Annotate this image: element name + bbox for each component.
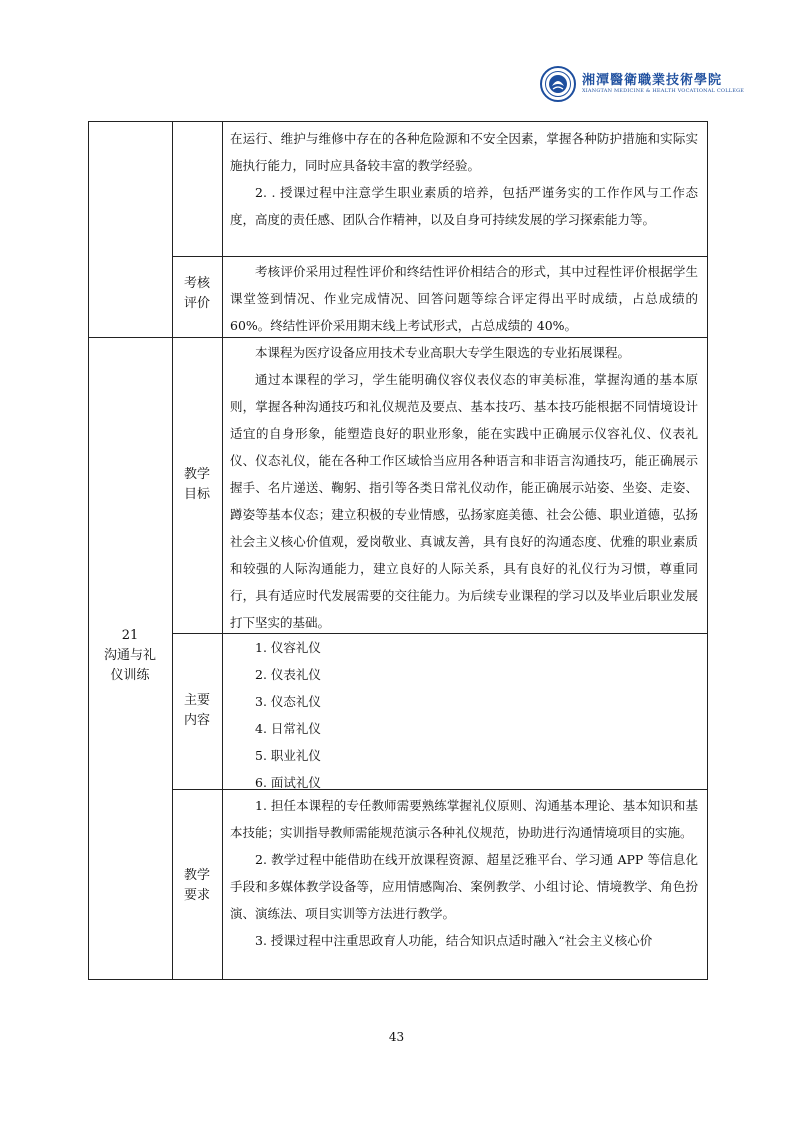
list-item: 2. 仪表礼仪 [255, 667, 321, 682]
label-main-content: 主要 内容 [183, 693, 210, 728]
college-logo [540, 66, 745, 118]
list-item: 4. 日常礼仪 [255, 721, 321, 736]
row-divider-assessment [172, 256, 708, 257]
table-column-divider-2 [222, 122, 223, 979]
table-column-divider-1 [172, 122, 173, 979]
school-name: 湘潭醫衛職業技術學院 [582, 73, 723, 88]
course-number: 21 [121, 628, 139, 643]
course-name-cell [88, 626, 172, 686]
objectives-paragraph-2: 通过本课程的学习，学生能明确仪容仪表仪态的审美标准，掌握沟通的基本原则，掌握各种沟通技巧和礼仪规范及要点、基本技巧、基本技巧能根据不同情境设计适宜的自身形象，能塑造良好的职业形象，能在实践中正确展示仪容礼仪、仪表礼仪、仪态礼仪，能在各种工作区域恰当应用各种语言和非语言沟通技巧，能正确展示握手、名片递送、鞠躬、指引等各类日常礼仪动作，能正确展示站姿、坐姿、走姿、蹲姿等基本仪态；建立积极的专业情感，弘扬家庭美德、社会公德、职业道德，弘扬社会主义核心价值观，爱岗敬业、真诚友善，具有良好的沟通态度、优雅的职业素质和较强的人际沟通能力，建立良好的人际关系，具有良好的礼仪行为习惯，尊重同行，具有适应时代发展需要的交往能力。为后续专业课程的学习以及毕业后职业发展打下坚实的基础。 [230, 372, 698, 630]
college-emblem-icon [540, 66, 576, 102]
list-item: 1. 仪容礼仪 [255, 640, 321, 655]
list-item: 6. 面试礼仪 [255, 775, 321, 790]
cell-assessment-text [230, 258, 698, 339]
school-name-english: XIANGTAN MEDICINE & HEALTH VOCATIONAL COLLEGE [582, 88, 745, 94]
continued-paragraph-2: 2. . 授课过程中注意学生职业素质的培养，包括严谨务实的工作作风与工作态度，高度的责任感、团队合作精神，以及自身可持续发展的学习探索能力等。 [230, 185, 698, 227]
cell-objectives-text [230, 339, 698, 636]
cell-requirements-text [230, 792, 698, 954]
course-name-line1: 沟通与礼 [103, 648, 156, 663]
objectives-paragraph-1: 本课程为医疗设备应用技术专业高职大专学生限选的专业拓展课程。 [255, 345, 631, 360]
page-number: 43 [388, 1030, 405, 1044]
curriculum-table [88, 121, 708, 980]
list-item: 3. 仪态礼仪 [255, 694, 321, 709]
cell-content-list [230, 634, 698, 796]
table-border-left [88, 122, 89, 979]
assessment-paragraph: 考核评价采用过程性评价和终结性评价相结合的形式，其中过程性评价根据学生课堂签到情况、作业完成情况、回答问题等综合评定得出平时成绩，占总成绩的 60%。终结性评价采用期末线上考试形式，占总成绩的 40%。 [230, 264, 698, 333]
requirements-paragraph-2: 2. 教学过程中能借助在线开放课程资源、超星泛雅平台、学习通 APP 等信息化手段和多媒体教学设备等，应用情感陶冶、案例教学、小组讨论、情境教学、角色扮演、演练法、项目实训等方法进行教学。 [230, 852, 698, 921]
label-teaching-requirements: 教学 要求 [183, 868, 210, 903]
label-objectives: 教学 目标 [183, 467, 210, 502]
requirements-paragraph-3: 3. 授课过程中注重思政育人功能，结合知识点适时融入“社会主义核心价 [255, 933, 653, 948]
course-name-line2: 仪训练 [110, 668, 150, 683]
continued-paragraph-1: 在运行、维护与维修中存在的各种危险源和不安全因素，掌握各种防护措施和实际实施执行能力，同时应具备较丰富的教学经验。 [230, 131, 698, 173]
table-border-right [707, 122, 708, 979]
cell-continued-requirements [230, 125, 698, 233]
label-assessment: 考核 评价 [183, 276, 210, 311]
requirements-paragraph-1: 1. 担任本课程的专任教师需要熟练掌握礼仪原则、沟通基本理论、基本知识和基本技能；实训指导教师需能规范演示各种礼仪规范，协助进行沟通情境项目的实施。 [230, 798, 698, 840]
list-item: 5. 职业礼仪 [255, 748, 321, 763]
